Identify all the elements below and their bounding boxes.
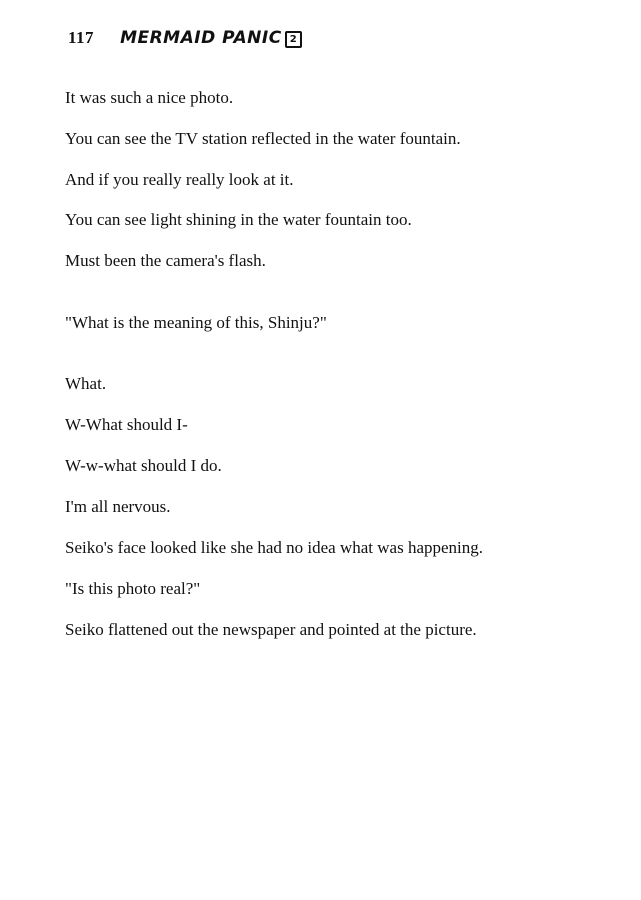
paragraph: Must been the camera's flash. bbox=[65, 251, 266, 270]
paragraph: Seiko's face looked like she had no idea what was happening. bbox=[65, 538, 484, 557]
page-number: 117 bbox=[68, 28, 95, 47]
paragraph: You can see light shining in the water fountain too. bbox=[65, 210, 412, 229]
paragraph: "What is the meaning of this, Shinju?" bbox=[65, 313, 327, 332]
paragraph: Seiko flattened out the newspaper and pointed at the picture. bbox=[65, 620, 477, 639]
paragraph: What. bbox=[65, 374, 107, 393]
paragraph: W-w-what should I do. bbox=[65, 456, 222, 475]
paragraph: You can see the TV station reflected in the water fountain. bbox=[65, 129, 461, 148]
paragraph: "Is this photo real?" bbox=[65, 579, 201, 598]
paragraph: I'm all nervous. bbox=[65, 497, 171, 516]
book-title: MERMAID PANIC bbox=[120, 28, 282, 48]
volume-badge: 2 bbox=[285, 31, 302, 48]
paragraph: It was such a nice photo. bbox=[65, 88, 234, 107]
page-header bbox=[68, 28, 302, 58]
paragraph: W-What should I- bbox=[65, 415, 188, 434]
paragraph: And if you really really look at it. bbox=[65, 170, 294, 189]
